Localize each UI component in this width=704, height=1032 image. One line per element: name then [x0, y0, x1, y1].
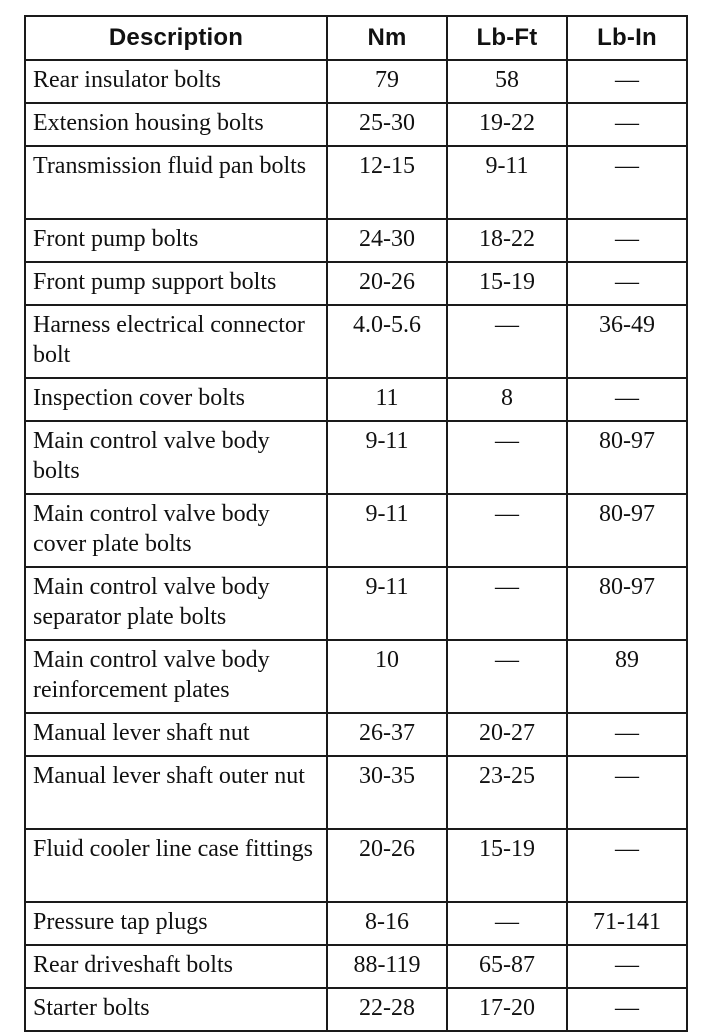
lb-in-cell: 89	[567, 640, 687, 713]
nm-cell: 25-30	[327, 103, 447, 146]
nm-cell: 24-30	[327, 219, 447, 262]
lb-ft-cell: 8	[447, 378, 567, 421]
table-row	[25, 378, 687, 421]
nm-cell: 30-35	[327, 756, 447, 829]
lb-in-cell: —	[567, 378, 687, 421]
lb-ft-cell: —	[447, 567, 567, 640]
lb-ft-cell: 65-87	[447, 945, 567, 988]
description-cell: Front pump support bolts	[25, 262, 327, 305]
lb-in-cell: —	[567, 146, 687, 219]
lb-in-cell: 36-49	[567, 305, 687, 378]
lb-in-cell: —	[567, 713, 687, 756]
lb-ft-cell: 58	[447, 60, 567, 103]
description-cell: Starter bolts	[25, 988, 327, 1031]
lb-ft-cell: —	[447, 421, 567, 494]
lb-ft-cell: —	[447, 494, 567, 567]
lb-in-cell: 80-97	[567, 567, 687, 640]
description-cell: Transmission fluid pan bolts	[25, 146, 327, 219]
table-row	[25, 945, 687, 988]
torque-spec-table	[24, 15, 688, 1032]
lb-in-cell: —	[567, 945, 687, 988]
nm-cell: 11	[327, 378, 447, 421]
header-nm: Nm	[327, 16, 447, 60]
table-row	[25, 713, 687, 756]
nm-cell: 12-15	[327, 146, 447, 219]
description-cell: Rear insulator bolts	[25, 60, 327, 103]
lb-ft-cell: 15-19	[447, 829, 567, 902]
description-cell: Inspection cover bolts	[25, 378, 327, 421]
table-row	[25, 567, 687, 640]
header-lb-ft: Lb-Ft	[447, 16, 567, 60]
description-cell: Main control valve body cover plate bolts	[25, 494, 327, 567]
lb-ft-cell: 9-11	[447, 146, 567, 219]
lb-ft-cell: —	[447, 305, 567, 378]
description-cell: Main control valve body separator plate bolts	[25, 567, 327, 640]
nm-cell: 20-26	[327, 829, 447, 902]
lb-in-cell: 71-141	[567, 902, 687, 945]
nm-cell: 26-37	[327, 713, 447, 756]
lb-ft-cell: —	[447, 902, 567, 945]
header-row	[25, 16, 687, 60]
table-row	[25, 829, 687, 902]
lb-in-cell: —	[567, 60, 687, 103]
nm-cell: 22-28	[327, 988, 447, 1031]
table-row	[25, 103, 687, 146]
description-cell: Fluid cooler line case fittings	[25, 829, 327, 902]
table-row	[25, 902, 687, 945]
lb-in-cell: —	[567, 219, 687, 262]
table-row	[25, 988, 687, 1031]
nm-cell: 79	[327, 60, 447, 103]
table-row	[25, 756, 687, 829]
nm-cell: 4.0-5.6	[327, 305, 447, 378]
table-row	[25, 421, 687, 494]
description-cell: Pressure tap plugs	[25, 902, 327, 945]
lb-in-cell: 80-97	[567, 494, 687, 567]
description-cell: Harness electrical connector bolt	[25, 305, 327, 378]
nm-cell: 88-119	[327, 945, 447, 988]
lb-ft-cell: 19-22	[447, 103, 567, 146]
nm-cell: 9-11	[327, 567, 447, 640]
nm-cell: 20-26	[327, 262, 447, 305]
description-cell: Extension housing bolts	[25, 103, 327, 146]
lb-in-cell: —	[567, 988, 687, 1031]
table-row	[25, 219, 687, 262]
description-cell: Manual lever shaft nut	[25, 713, 327, 756]
lb-ft-cell: 23-25	[447, 756, 567, 829]
description-cell: Front pump bolts	[25, 219, 327, 262]
nm-cell: 8-16	[327, 902, 447, 945]
table-row	[25, 494, 687, 567]
lb-ft-cell: 20-27	[447, 713, 567, 756]
table-row	[25, 60, 687, 103]
lb-ft-cell: 15-19	[447, 262, 567, 305]
table-row	[25, 146, 687, 219]
lb-in-cell: —	[567, 756, 687, 829]
lb-ft-cell: 18-22	[447, 219, 567, 262]
table-row	[25, 640, 687, 713]
header-lb-in: Lb-In	[567, 16, 687, 60]
description-cell: Main control valve body bolts	[25, 421, 327, 494]
lb-ft-cell: —	[447, 640, 567, 713]
lb-in-cell: —	[567, 103, 687, 146]
nm-cell: 9-11	[327, 494, 447, 567]
lb-ft-cell: 17-20	[447, 988, 567, 1031]
nm-cell: 9-11	[327, 421, 447, 494]
description-cell: Rear driveshaft bolts	[25, 945, 327, 988]
description-cell: Manual lever shaft outer nut	[25, 756, 327, 829]
nm-cell: 10	[327, 640, 447, 713]
table-row	[25, 262, 687, 305]
description-cell: Main control valve body reinforcement plates	[25, 640, 327, 713]
lb-in-cell: —	[567, 829, 687, 902]
lb-in-cell: 80-97	[567, 421, 687, 494]
header-description: Description	[25, 16, 327, 60]
table-row	[25, 305, 687, 378]
lb-in-cell: —	[567, 262, 687, 305]
